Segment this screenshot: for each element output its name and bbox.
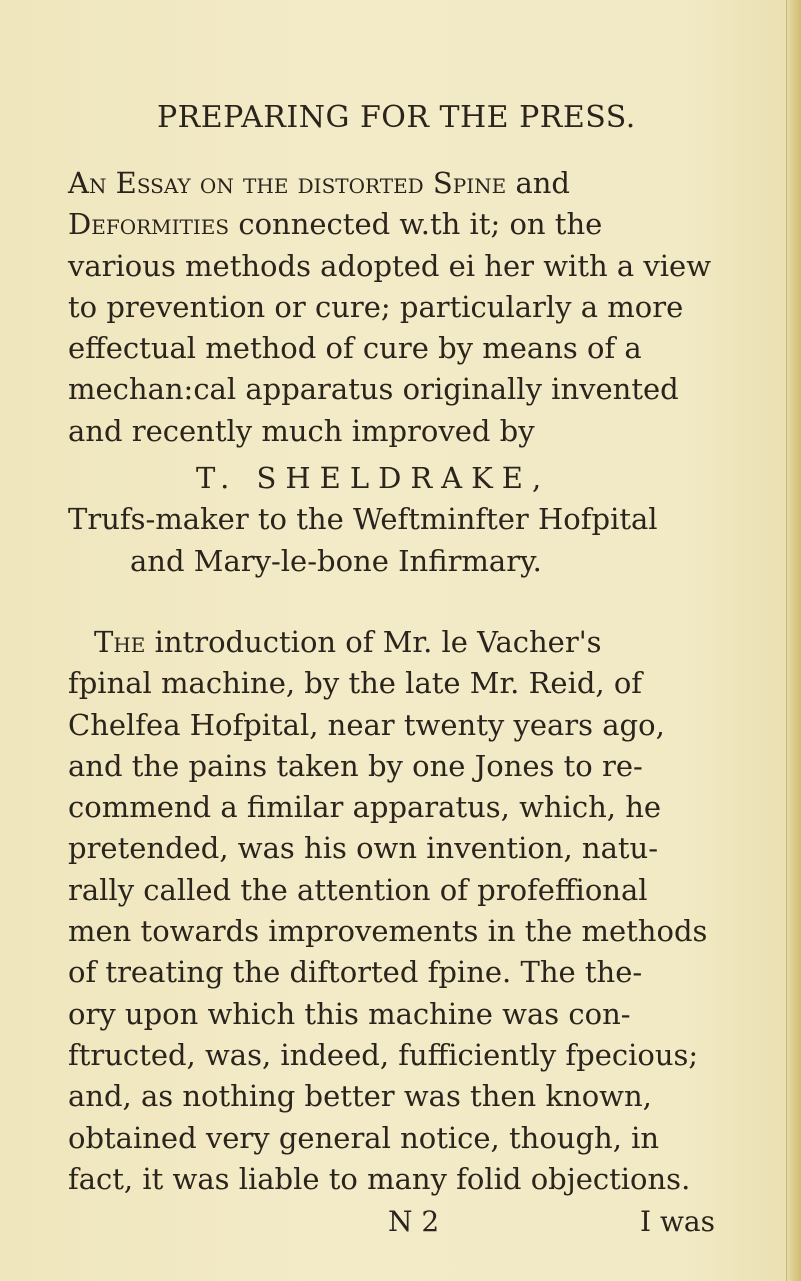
deformities-smallcaps: Deformities <box>68 207 230 242</box>
body-line-7: rally called the attention of profeffional <box>68 872 648 907</box>
essay-title-block <box>68 163 728 452</box>
author-title-line-1: Trufs-maker to the Weftminfter Hofpital <box>68 502 658 537</box>
essay-line-6: mechan:cal apparatus originally invented <box>68 372 679 407</box>
body-line-6: pretended, was his own invention, natu- <box>68 831 659 866</box>
body-line-8: men towards improvements in the methods <box>68 914 708 949</box>
essay-line-4: to prevention or cure; particularly a more <box>68 289 684 324</box>
author-block <box>68 458 728 582</box>
body-line-3: Chelfea Hofpital, near twenty years ago, <box>68 707 665 742</box>
body-line-10: ory upon which this machine was con- <box>68 996 631 1031</box>
signature-mark: N 2 <box>388 1205 440 1238</box>
body-line-13: obtained very general notice, though, in <box>68 1120 660 1155</box>
author-name: T. SHELDRAKE, <box>196 461 551 495</box>
body-line-4: and the pains taken by one Jones to re- <box>68 748 643 783</box>
body-line-1: The introduction of Mr. le Vacher's <box>94 625 602 659</box>
body-paragraph <box>68 622 728 1200</box>
body-line-12: and, as nothing better was then known, <box>68 1079 652 1114</box>
body-line-2: fpinal machine, by the late Mr. Reid, of <box>68 666 643 701</box>
paragraph-first-word: The <box>94 625 146 659</box>
body-line-14: fact, it was liable to many folid objections. <box>68 1161 691 1196</box>
body-line-9: of treating the diftorted fpine. The the- <box>68 955 643 990</box>
essay-line-5: effectual method of cure by means of a <box>68 331 642 366</box>
author-title-line-2: and Mary-le-bone Infirmary. <box>130 543 542 578</box>
essay-line-2: Deformities connected w.th it; on the <box>68 207 603 242</box>
catchword: I was <box>640 1205 715 1238</box>
essay-line-1: An Essay on the distorted Spine and <box>68 166 570 200</box>
body-line-5: commend a fimilar apparatus, which, he <box>68 790 662 825</box>
essay-title-smallcaps: An Essay on the distorted Spine <box>68 166 507 200</box>
body-line-11: ftructed, was, indeed, fufficiently fpecious; <box>68 1037 699 1072</box>
essay-line-7: and recently much improved by <box>68 413 535 448</box>
page-edge <box>786 0 801 1281</box>
essay-line-3: various methods adopted ei her with a view <box>68 248 712 283</box>
running-head: PREPARING FOR THE PRESS. <box>157 100 636 135</box>
